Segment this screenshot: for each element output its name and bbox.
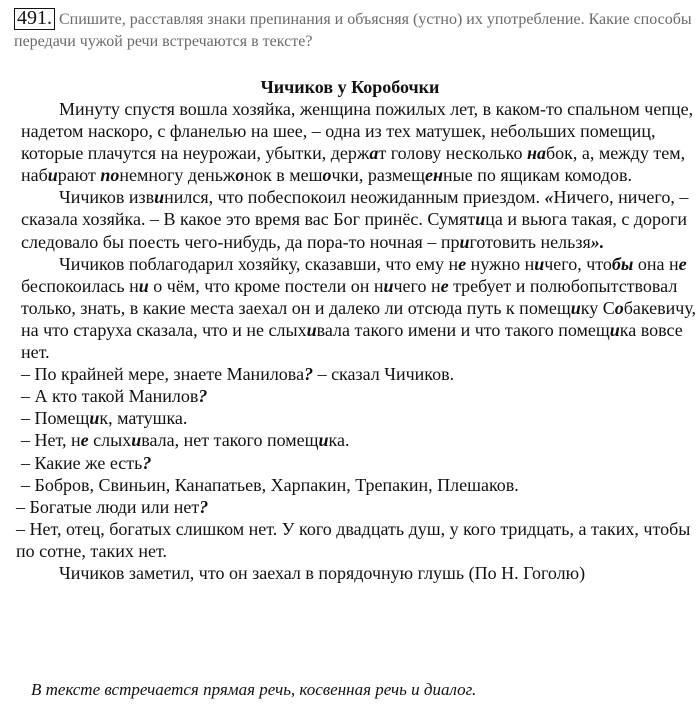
text-segment: Чичиков поблагодарил хозяйку, сказавши, что ему н [59, 253, 459, 274]
orthogram-highlight: и [318, 430, 329, 451]
dialogue-line [21, 363, 697, 385]
text-segment: ца и вьюга такая, с дороги следовало бы поесть чего-нибудь, да пора-то ночная – пр [21, 209, 687, 252]
text-segment: – По крайней мере, знаете Манилова [21, 364, 305, 385]
orthogram-highlight: е [440, 275, 449, 296]
orthogram-highlight: и [534, 253, 545, 274]
text-segment: рают [57, 165, 101, 186]
text-segment: – сказал Чичиков. [313, 364, 455, 385]
text-segment: слых [88, 430, 132, 451]
text-segment: чего, что [544, 253, 612, 274]
text-segment: – Нет, отец, богатых слишком нет. У кого двадцать душ, у кого тридцать, а таких, чтобы по сотне, таких нет. [16, 518, 691, 561]
dialogue-line [21, 407, 697, 429]
orthogram-highlight: ? [198, 386, 208, 407]
text-segment: Ничего, ничего, – сказала хозяйка. – В какое это время вас Бог принёс. Сумят [21, 187, 689, 230]
orthogram-highlight: о [614, 297, 624, 318]
orthogram-highlight: ен [425, 165, 443, 186]
text-segment: вала такого имени и что такого помещ [316, 319, 610, 340]
text-segment: к, матушка. [99, 408, 188, 429]
paragraph-2 [21, 186, 697, 252]
orthogram-highlight: и [131, 430, 142, 451]
orthogram-highlight: и [570, 297, 581, 318]
orthogram-highlight: о [322, 165, 332, 186]
orthogram-highlight: ». [590, 231, 605, 252]
orthogram-highlight: о [235, 165, 245, 186]
orthogram-highlight: « [544, 187, 554, 208]
text-segment: требует и полюбопытствовал только, знать, в какие места заехал он и далеко ли отсюда путь к помещ [21, 275, 678, 318]
text-segment: – Бобров, Свиньин, Канапатьев, Харпакин, Трепакин, Плешаков. [21, 474, 519, 495]
text-segment: бок, а, между тем, наб [21, 143, 686, 186]
task-number: 491. [14, 8, 55, 30]
dialogue-line [16, 518, 697, 562]
orthogram-highlight: на [526, 143, 546, 164]
dialogue-line [21, 385, 697, 407]
text-segment: вала, нет такого помещ [141, 430, 319, 451]
text-segment: нужно н [466, 253, 535, 274]
paragraph-last: Чичиков заметил, что он заехал в порядочную глушь (По Н. Гоголю) [59, 562, 586, 583]
text-segment: – Нет, н [21, 430, 81, 451]
orthogram-highlight: и [154, 187, 165, 208]
orthogram-highlight: е [80, 430, 89, 451]
orthogram-highlight: а [369, 143, 379, 164]
text-segment: нок в меш [244, 165, 323, 186]
text-segment: готовить нельзя [469, 231, 591, 252]
text-segment: чего н [393, 275, 441, 296]
text-segment: – Богатые люди или нет [16, 496, 200, 517]
text-segment: – А кто такой Манилов [21, 386, 199, 407]
orthogram-highlight: и [475, 209, 486, 230]
answer-text: В тексте встречается прямая речь, косвенная речь и диалог. [31, 680, 477, 699]
text-segment: чки, размещ [331, 165, 425, 186]
orthogram-highlight: и [89, 408, 100, 429]
orthogram-highlight: и [138, 275, 149, 296]
orthogram-highlight: по [100, 165, 120, 186]
orthogram-highlight: бы [611, 253, 634, 274]
task-block [14, 8, 694, 53]
orthogram-highlight: и [609, 319, 620, 340]
text-segment: она н [633, 253, 679, 274]
dialogue-line [16, 496, 697, 518]
paragraph-1 [21, 98, 697, 186]
text-segment: ные по ящикам комодов. [442, 165, 632, 186]
orthogram-highlight: ? [199, 496, 209, 517]
text-body [16, 98, 697, 584]
paragraph-3 [21, 253, 697, 363]
orthogram-highlight: е [458, 253, 467, 274]
text-segment: Минуту спустя вошла хозяйка, женщина пожилых лет, в каком-то спальном чепце, надетом наскоро, с фланелью на шее, – одна из тех матушек, небольших помещиц, которые плачутся на неурожаи, убытки, держ [21, 99, 694, 164]
text-segment: о чём, что кроме постели он н [148, 275, 384, 296]
text-segment: немногу деньж [119, 165, 236, 186]
text-segment: т голову несколько [378, 143, 527, 164]
text-segment: ка вовсе нет. [21, 319, 683, 363]
text-segment: Чичиков изв [59, 187, 155, 208]
text-segment: беспокоилась н [21, 275, 139, 296]
text-segment: – Помещ [21, 408, 90, 429]
text-segment: нился, что побеспокоил неожиданным приездом. [164, 187, 545, 208]
dialogue-line [21, 452, 697, 474]
text-segment: ку С [580, 297, 615, 318]
dialogue-line [21, 429, 697, 451]
orthogram-highlight: и [306, 319, 317, 340]
dialogue-line [21, 474, 697, 496]
text-segment: бакевичу, на что старуха сказала, что и не слых [21, 297, 697, 340]
orthogram-highlight: и [47, 165, 58, 186]
orthogram-highlight: ? [142, 452, 152, 473]
orthogram-highlight: е [678, 253, 687, 274]
text-segment: – Какие же есть [21, 452, 143, 473]
orthogram-highlight: ? [304, 364, 314, 385]
text-title: Чичиков у Коробочки [260, 77, 440, 97]
orthogram-highlight: и [459, 231, 470, 252]
task-instruction: Спишите, расставляя знаки препинания и объясняя (устно) их употребление. Какие способы передачи чужой речи встречаются в тексте? [14, 11, 692, 50]
text-segment: ка. [328, 430, 350, 451]
orthogram-highlight: и [383, 275, 394, 296]
